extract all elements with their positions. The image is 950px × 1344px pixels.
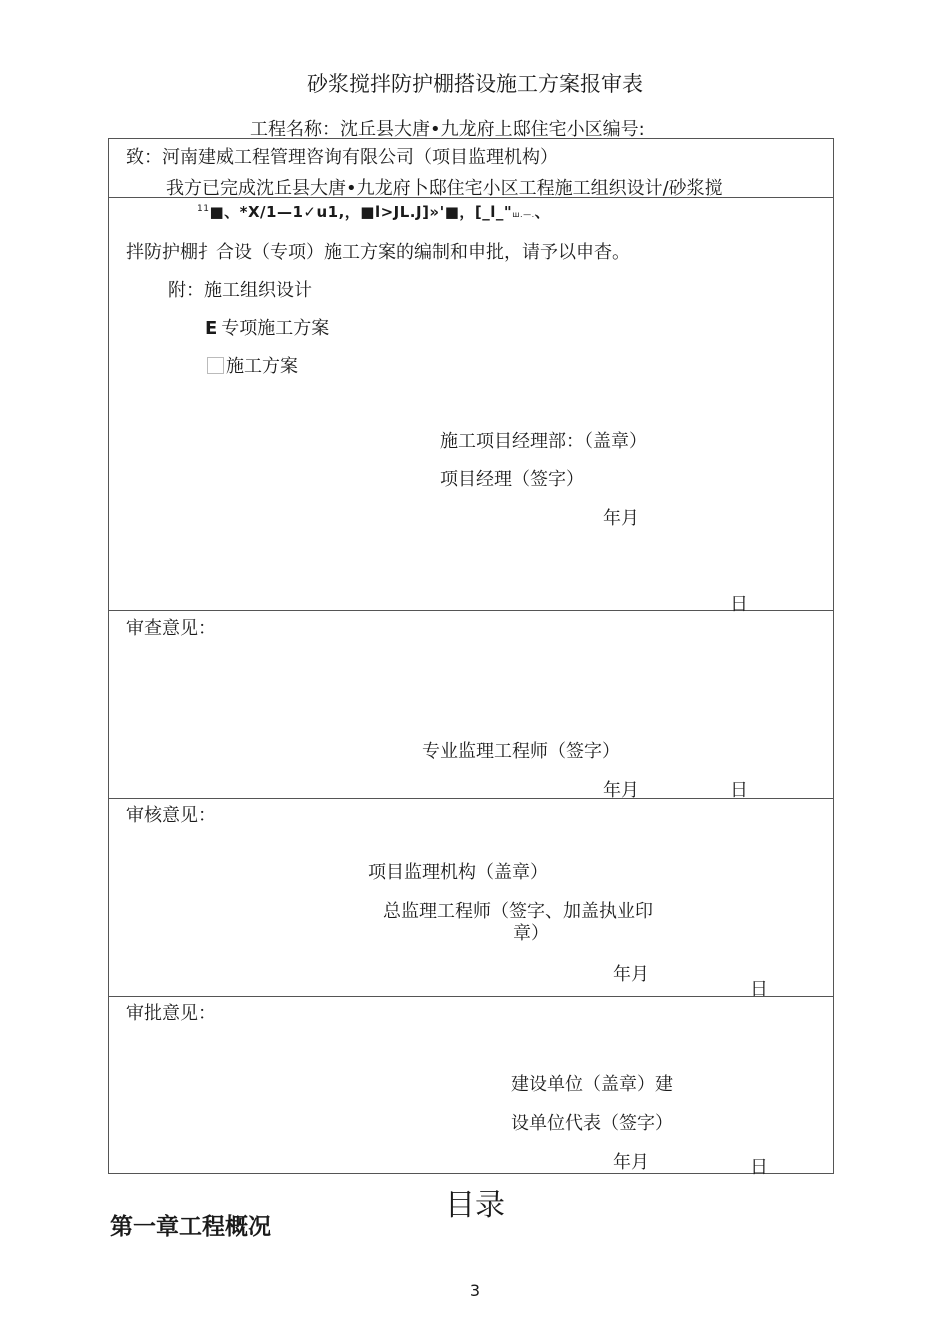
submit-body-line1: 我方已完成沈丘县大唐•九龙府卜邸住宅小区工程施工组织设计/砂浆搅: [166, 178, 723, 199]
approval-opinion-label: 审批意见：: [126, 1003, 216, 1024]
attachment-label: 附：施工组织设计: [168, 280, 312, 301]
approve-day: 日: [750, 1157, 768, 1178]
submit-day: 日: [730, 594, 748, 615]
construction-unit-seal: 建设单位（盖章）建: [511, 1074, 673, 1095]
garbled-small: ш.—.: [512, 210, 535, 219]
review-box: [108, 610, 834, 799]
approve-year-month: 年月: [613, 1152, 649, 1173]
specialist-engineer-sign: 专业监理工程师（签字）: [422, 741, 620, 762]
supervision-org-seal: 项目监理机构（盖章）: [368, 862, 548, 883]
submit-year-month: 年月: [603, 508, 639, 529]
checkbox-empty-icon: [207, 357, 224, 374]
garbled-sup: 11: [197, 204, 210, 214]
project-name-line: 工程名称：沈丘县大唐•九龙府上邸住宅小区编号:: [250, 119, 645, 140]
checked-mark: E: [205, 318, 218, 339]
addressee-line: 致：河南建威工程管理咨询有限公司（项目监理机构）: [126, 147, 558, 168]
page-number: 3: [469, 1281, 481, 1300]
review-day: 日: [730, 780, 748, 801]
attachment-item-special-plan: [205, 314, 329, 340]
attachment-item-plan: [207, 352, 298, 378]
garbled-tail: 、: [534, 203, 551, 221]
audit-opinion-label: 审核意见：: [126, 805, 216, 826]
chief-engineer-sign-line1: 总监理工程师（签字、加盖执业印: [383, 901, 653, 922]
garbled-ocr-line: [197, 201, 550, 222]
contractor-dept-seal: 施工项目经理部：（盖章）: [440, 431, 647, 452]
chapter-heading: 第一章工程概况: [110, 1214, 271, 1240]
construction-unit-rep-sign: 设单位代表（签字）: [511, 1113, 673, 1134]
garbled-text: ■、*X/1—1✓u1,，■l>JL.J]»'■，[_l_": [209, 203, 513, 221]
audit-year-month: 年月: [613, 964, 649, 985]
document-title: 砂浆搅拌防护棚搭设施工方案报审表: [307, 72, 643, 96]
review-opinion-label: 审查意见：: [126, 618, 216, 639]
attachment-item-special-plan-label: 专项施工方案: [221, 318, 330, 339]
chief-engineer-sign-line2: 章）: [513, 923, 549, 944]
approve-box: [108, 996, 834, 1174]
audit-day: 日: [750, 979, 768, 1000]
attachment-item-plan-label: 施工方案: [226, 356, 298, 377]
submit-body-line2: 拌防护棚扌合设（专项）施工方案的编制和申批，请予以申杳。: [126, 242, 630, 263]
toc-title: 目录: [445, 1188, 505, 1223]
review-year-month: 年月: [603, 780, 639, 801]
project-manager-sign: 项目经理（签字）: [440, 469, 584, 490]
